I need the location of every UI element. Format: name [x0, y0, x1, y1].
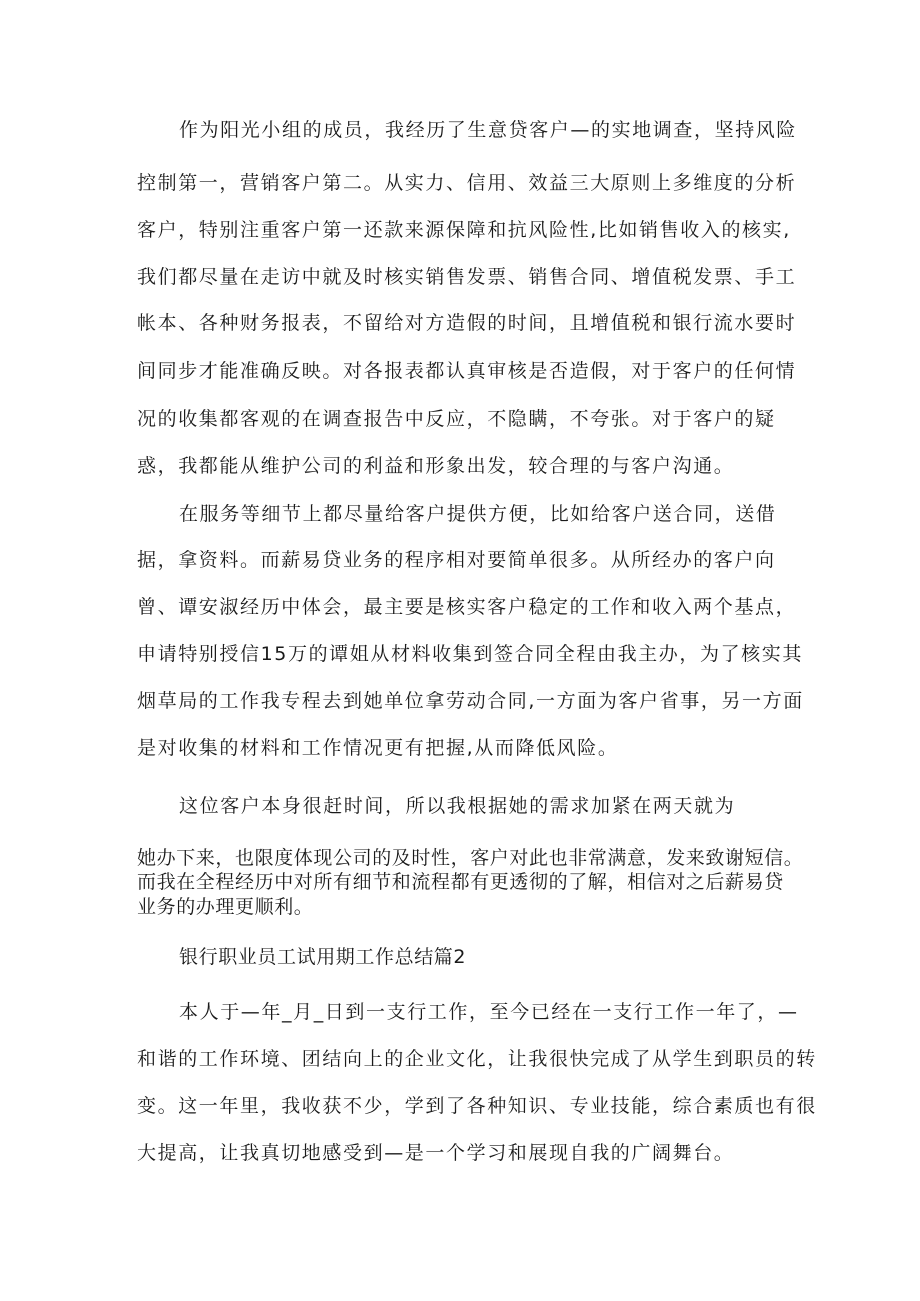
- paragraph-1-line-2: 控制第一，营销客户第二。从实力、信用、效益三大原则上多维度的分析: [137, 172, 797, 194]
- paragraph-1-line-1: 作为阳光小组的成员，我经历了生意贷客户—的实地调查，坚持风险: [179, 119, 798, 141]
- paragraph-3-line-4: 业务的办理更顺利。: [137, 896, 314, 918]
- paragraph-2-line-6: 是对收集的材料和工作情况更有把握,从而降低风险。: [137, 737, 619, 759]
- paragraph-1-line-7: 况的收集都客观的在调查报告中反应，不隐瞒，不夸张。对于客户的疑: [137, 408, 776, 430]
- paragraph-4-line-3: 变。这一年里，我收获不少，学到了各种知识、专业技能，综合素质也有很: [137, 1095, 817, 1117]
- paragraph-3-line-2: 她办下来，也限度体现公司的及时性，客户对此也非常满意，发来致谢短信。: [137, 847, 804, 869]
- paragraph-4-line-1: 本人于—年_月_日到一支行工作，至今已经在一支行工作一年了，—: [179, 1001, 799, 1023]
- paragraph-3-line-1: 这位客户本身很赶时间，所以我根据她的需求加紧在两天就为: [179, 795, 736, 817]
- section-heading: 银行职业员工试用期工作总结篇2: [179, 946, 467, 968]
- paragraph-4-line-4: 大提高，让我真切地感受到—是一个学习和展现自我的广阔舞台。: [137, 1142, 735, 1164]
- paragraph-2-line-1: 在服务等细节上都尽量给客户提供方便，比如给客户送合同，送借: [179, 503, 777, 525]
- paragraph-2-line-5: 烟草局的工作我专程去到她单位拿劳动合同,一方面为客户省事，另一方面: [137, 690, 804, 712]
- paragraph-1-line-4: 我们都尽量在走访中就及时核实销售发票、销售合同、增值税发票、手工: [137, 266, 797, 288]
- paragraph-1-line-8: 惑，我都能从维护公司的利益和形象出发，较合理的与客户沟通。: [137, 455, 735, 477]
- paragraph-4-line-2: 和谐的工作环境、团结向上的企业文化，让我很快完成了从学生到职员的转: [137, 1048, 817, 1070]
- paragraph-2-line-4: 申请特别授信15万的谭姐从材料收集到签合同全程由我主办，为了核实其: [137, 643, 803, 665]
- paragraph-3-line-3: 而我在全程经历中对所有细节和流程都有更透彻的了解，相信对之后薪易贷: [137, 871, 784, 893]
- paragraph-2-line-2: 据，拿资料。而薪易贷业务的程序相对要简单很多。从所经办的客户向: [137, 549, 776, 571]
- paragraph-1-line-6: 间同步才能准确反映。对各报表都认真审核是否造假，对于客户的任何情: [137, 360, 797, 382]
- paragraph-1-line-3: 客户，特别注重客户第一还款来源保障和抗风险性,比如销售收入的核实,: [137, 219, 791, 241]
- paragraph-2-line-3: 曾、谭安淑经历中体会，最主要是核实客户稳定的工作和收入两个基点，: [137, 596, 797, 618]
- paragraph-1-line-5: 帐本、各种财务报表，不留给对方造假的时间，且增值税和银行流水要时: [137, 312, 797, 334]
